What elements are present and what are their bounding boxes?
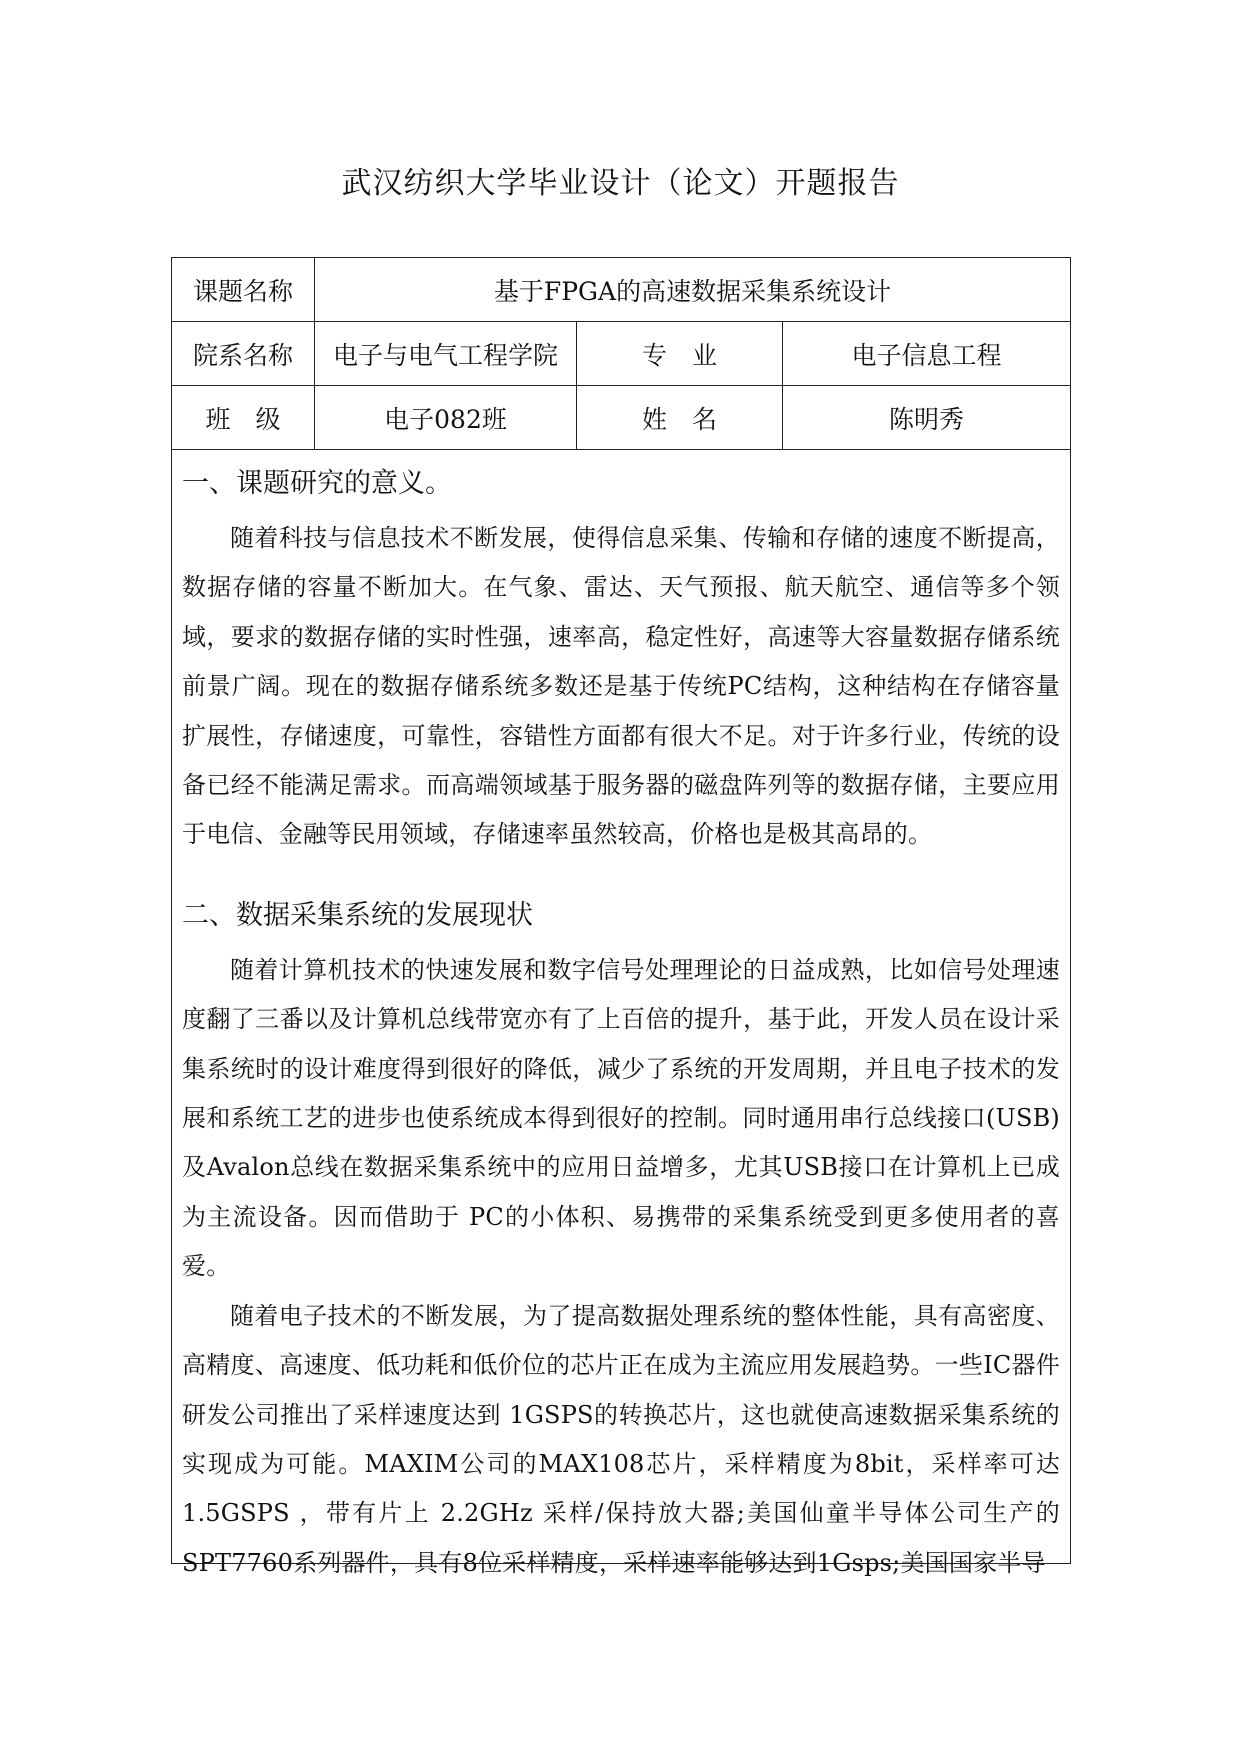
dept-row: [172, 322, 1070, 386]
topic-value: 基于FPGA的高速数据采集系统设计: [314, 258, 1070, 321]
section-status: [182, 898, 1060, 1588]
class-label: 班 级: [205, 404, 281, 434]
proposal-table: [171, 257, 1071, 1577]
section-paragraph: 随着计算机技术的快速发展和数字信号处理理论的日益成熟，比如信号处理速度翻了三番以及计算机总线带宽亦有了上百倍的提升，基于此，开发人员在设计采集系统时的设计难度得到很好的降低，减少了系统的开发周期，并且电子技术的发展和系统工艺的进步也使系统成本得到很好的控制。同时通用串行总线接口(USB)及Avalon总线在数据采集系统中的应用日益增多，尤其USB接口在计算机上已成为主流设备。因而借助于 PC的小体积、易携带的采集系统受到更多使用者的喜爱。: [182, 955, 1060, 1281]
class-value: 电子082班: [314, 386, 576, 449]
section-heading: 一、课题研究的意义。: [182, 468, 452, 499]
section-spacer: [182, 860, 1060, 896]
topic-label: 课题名称: [192, 276, 293, 306]
dept-value: 电子与电气工程学院: [314, 322, 576, 385]
major-label: 专 业: [576, 322, 782, 385]
report-body: [172, 450, 1070, 1577]
section-paragraph: 随着电子技术的不断发展，为了提高数据处理系统的整体性能，具有高密度、高精度、高速度、低功耗和低价位的芯片正在成为主流应用发展趋势。一些IC器件研发公司推出了采样速度达到 1GSPS的转换芯片，这也就使高速数据采集系统的实现成为可能。MAXIM公司的MAX108芯片，采样精度为8bit，采样率可达1.5GSPS ，带有片上 2.2GHz 采样/保持放大器;美国仙童半导体公司生产的SPT7760系列器件，具有8位采样精度，采样速率能够达到1Gsps;美国国家半导: [182, 1301, 1060, 1577]
major-value: 电子信息工程: [782, 322, 1070, 385]
topic-row: [172, 258, 1070, 322]
section-significance: [182, 466, 1060, 860]
name-value: 陈明秀: [782, 386, 1070, 449]
section-paragraph: 随着科技与信息技术不断发展，使得信息采集、传输和存储的速度不断提高，数据存储的容量不断加大。在气象、雷达、天气预报、航天航空、通信等多个领域，要求的数据存储的实时性强，速率高，稳定性好，高速等大容量数据存储系统前景广阔。现在的数据存储系统多数还是基于传统PC结构，这种结构在存储容量扩展性，存储速度，可靠性，容错性方面都有很大不足。对于许多行业，传统的设备已经不能满足需求。而高端领域基于服务器的磁盘阵列等的数据存储，主要应用于电信、金融等民用领域，存储速率虽然较高，价格也是极其高昂的。: [182, 524, 1060, 849]
section-heading: 二、数据采集系统的发展现状: [182, 899, 533, 931]
class-row: [172, 386, 1070, 450]
name-label: 姓 名: [576, 386, 782, 449]
report-title: 武汉纺织大学毕业设计（论文）开题报告: [341, 166, 900, 201]
dept-label: 院系名称: [192, 340, 293, 370]
